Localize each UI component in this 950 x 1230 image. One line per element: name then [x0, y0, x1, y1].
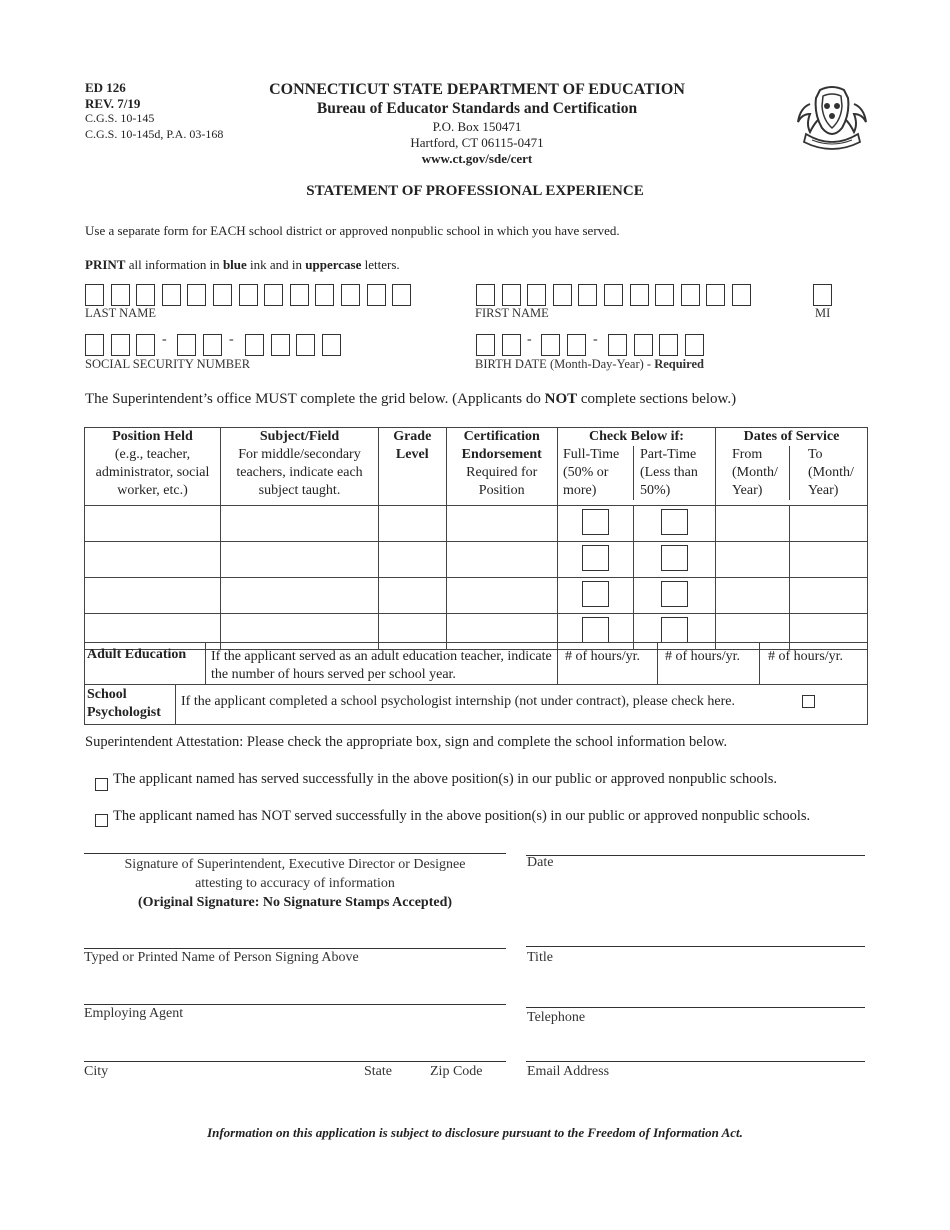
adult-hours-3[interactable]: # of hours/yr. — [768, 649, 844, 664]
department-name: CONNECTICUT STATE DEPARTMENT OF EDUCATION — [269, 81, 685, 98]
last-name-char-box[interactable] — [290, 284, 309, 306]
cert-cell[interactable] — [446, 542, 557, 578]
form-id-block — [85, 80, 223, 142]
grade-header — [379, 428, 447, 506]
grade-cell[interactable] — [379, 542, 447, 578]
adult-divider — [557, 643, 558, 684]
ssn-char-box[interactable] — [322, 334, 341, 356]
website: www.ct.gov/sde/cert — [421, 151, 533, 166]
ssn-char-box[interactable] — [177, 334, 196, 356]
ssn-char-box[interactable] — [111, 334, 130, 356]
typed-name-label: Typed or Printed Name of Person Signing Above — [84, 950, 359, 965]
first-name-char-box[interactable] — [655, 284, 674, 306]
po-box: P.O. Box 150471 — [432, 119, 522, 134]
signature-line — [84, 853, 506, 854]
last-name-char-box[interactable] — [367, 284, 386, 306]
first-name-char-box[interactable] — [527, 284, 546, 306]
form-title: STATEMENT OF PROFESSIONAL EXPERIENCE — [306, 183, 644, 199]
note-pre: The Superintendent’s office MUST complete the grid below. (Applicants do — [85, 391, 545, 407]
adult-divider — [657, 643, 658, 684]
birth-date-char-box[interactable] — [659, 334, 678, 356]
birth-date-label — [475, 357, 704, 372]
form-rev: REV. 7/19 — [85, 95, 141, 111]
dates-header — [715, 428, 867, 506]
full-time-cell — [557, 506, 633, 542]
subject-cell[interactable] — [221, 578, 379, 614]
bureau-name: Bureau of Educator Standards and Certification — [316, 100, 638, 117]
attestation-intro: Superintendent Attestation: Please check the appropriate box, sign and complete the school information below. — [85, 734, 728, 750]
attest-yes-text: The applicant named has served successfully in the above position(s) in our public or approved nonpublic schools. — [113, 771, 778, 787]
date-line — [526, 855, 865, 856]
employing-agent-line — [84, 1004, 506, 1005]
school-psychologist-row — [84, 684, 868, 725]
form-id: ED 126 — [85, 80, 126, 95]
full-time-cell — [557, 578, 633, 614]
full-time-header: Full-Time (50% or more) — [558, 446, 634, 500]
part-time-checkbox[interactable] — [661, 581, 688, 607]
position-cell[interactable] — [85, 506, 221, 542]
first-name-char-box[interactable] — [502, 284, 521, 306]
full-time-checkbox[interactable] — [582, 617, 609, 643]
birth-date-char-box[interactable] — [608, 334, 627, 356]
signature-label-1: Signature of Superintendent, Executive Director or Designee — [124, 857, 466, 872]
mi-label: MI — [815, 306, 831, 320]
print-uppercase: uppercase — [305, 257, 362, 272]
attest-no-text: The applicant named has NOT served successfully in the above position(s) in our public or approved nonpublic schools. — [113, 808, 811, 824]
position-cell[interactable] — [85, 578, 221, 614]
last-name-char-box[interactable] — [315, 284, 334, 306]
last-name-char-box[interactable] — [264, 284, 283, 306]
signature-label — [84, 855, 506, 912]
zip-label: Zip Code — [430, 1064, 483, 1079]
school-psychologist-label: School Psychologist — [87, 687, 161, 720]
part-time-cell — [634, 542, 716, 578]
last-name-char-box[interactable] — [85, 284, 104, 306]
birth-date-char-box[interactable] — [541, 334, 560, 356]
part-time-header: Part-Time (Less than 50%) — [639, 447, 698, 498]
birth-date-char-box[interactable] — [685, 334, 704, 356]
employing-agent-label: Employing Agent — [84, 1006, 184, 1021]
mi-box[interactable] — [813, 284, 832, 306]
first-name-label: FIRST NAME — [475, 306, 549, 320]
first-name-char-box[interactable] — [553, 284, 572, 306]
grade-cell[interactable] — [379, 578, 447, 614]
first-name-char-box[interactable] — [681, 284, 700, 306]
adult-hours-2[interactable]: # of hours/yr. — [665, 649, 741, 664]
superintendent-note — [85, 391, 736, 408]
first-name-char-box[interactable] — [630, 284, 649, 306]
experience-grid — [84, 427, 868, 650]
check-title: Check Below if: — [589, 429, 684, 444]
last-name-char-box[interactable] — [162, 284, 181, 306]
state-seal-icon — [792, 84, 872, 156]
to-header: To (Month/ Year) — [807, 447, 854, 498]
telephone-line — [526, 1007, 865, 1008]
first-name-char-box[interactable] — [706, 284, 725, 306]
grade-title: Grade Level — [393, 429, 432, 462]
ssn-char-box[interactable] — [85, 334, 104, 356]
signature-label-3: (Original Signature: No Signature Stamps Accepted) — [137, 895, 453, 910]
adult-education-text: If the applicant served as an adult education teacher, indicate the number of hours served per school year. — [211, 649, 552, 682]
to-cell[interactable] — [790, 542, 868, 578]
ssn-char-box[interactable] — [136, 334, 155, 356]
grid-row — [85, 542, 868, 578]
from-cell[interactable] — [715, 578, 789, 614]
position-title: Position Held — [112, 429, 193, 444]
last-name-char-box[interactable] — [187, 284, 206, 306]
check-header — [557, 428, 715, 506]
title-label: Title — [527, 950, 553, 965]
cert-cell[interactable] — [446, 578, 557, 614]
subject-header — [221, 428, 379, 506]
full-time-checkbox[interactable] — [582, 545, 609, 571]
last-name-char-box[interactable] — [392, 284, 411, 306]
full-time-checkbox[interactable] — [582, 509, 609, 535]
date-label: Date — [527, 855, 554, 870]
ssn-char-box[interactable] — [296, 334, 315, 356]
agency-header — [230, 80, 724, 167]
attest-no-checkbox[interactable] — [95, 814, 108, 827]
statute-1: C.G.S. 10-145 — [85, 111, 155, 125]
print-word: PRINT — [85, 257, 126, 272]
print-text-c: letters. — [361, 257, 400, 272]
position-header — [85, 428, 221, 506]
adult-divider — [205, 643, 206, 684]
last-name-char-box[interactable] — [239, 284, 258, 306]
last-name-char-box[interactable] — [213, 284, 232, 306]
separate-form-instruction: Use a separate form for EACH school district or approved nonpublic school in which you have served. — [85, 223, 620, 238]
statute-2: C.G.S. 10-145d, P.A. 03-168 — [85, 126, 224, 141]
email-label: Email Address — [527, 1064, 610, 1079]
first-name-char-box[interactable] — [476, 284, 495, 306]
note-not: NOT — [544, 391, 578, 407]
from-cell[interactable] — [715, 506, 789, 542]
grid-row — [85, 506, 868, 542]
cert-header — [446, 428, 557, 506]
cert-cell[interactable] — [446, 506, 557, 542]
cert-sub: Required for Position — [466, 465, 538, 498]
birth-date-char-box[interactable] — [476, 334, 495, 356]
psych-divider — [175, 685, 176, 724]
birth-date-text: BIRTH DATE (Month-Day-Year) - — [475, 357, 655, 371]
attest-yes-checkbox[interactable] — [95, 778, 108, 791]
note-post: complete sections below.) — [577, 391, 737, 407]
city-label: City — [84, 1064, 109, 1079]
adult-education-label: Adult Education — [87, 647, 187, 662]
grid-row — [85, 578, 868, 614]
subject-title: Subject/Field — [259, 429, 340, 444]
separator-dash: - — [527, 332, 532, 347]
signature-label-2: attesting to accuracy of information — [195, 876, 395, 891]
first-name-char-box[interactable] — [732, 284, 751, 306]
part-time-checkbox[interactable] — [661, 617, 688, 643]
telephone-label: Telephone — [527, 1010, 586, 1025]
full-time-cell — [557, 542, 633, 578]
full-time-checkbox[interactable] — [582, 581, 609, 607]
last-name-char-box[interactable] — [136, 284, 155, 306]
birth-date-char-box[interactable] — [567, 334, 586, 356]
ssn-char-box[interactable] — [245, 334, 264, 356]
print-text-b: ink and in — [246, 257, 306, 272]
dates-title: Dates of Service — [743, 429, 840, 444]
separator-dash: - — [229, 332, 234, 347]
print-blue: blue — [222, 257, 247, 272]
ssn-char-box[interactable] — [203, 334, 222, 356]
part-time-checkbox[interactable] — [661, 545, 688, 571]
state-label: State — [364, 1064, 392, 1079]
separator-dash: - — [162, 332, 167, 347]
part-time-cell — [634, 578, 716, 614]
typed-name-line — [84, 948, 506, 949]
adult-education-row — [84, 642, 868, 685]
city-line — [84, 1061, 506, 1062]
birth-date-char-box[interactable] — [634, 334, 653, 356]
print-text-a: all information in — [125, 257, 223, 272]
ssn-char-box[interactable] — [271, 334, 290, 356]
to-cell[interactable] — [790, 578, 868, 614]
last-name-char-box[interactable] — [341, 284, 360, 306]
cert-title: Certification Endorsement — [461, 429, 542, 462]
ssn-label: SOCIAL SECURITY NUMBER — [85, 357, 251, 371]
subject-cell[interactable] — [221, 542, 379, 578]
email-line — [526, 1061, 865, 1062]
birth-date-char-box[interactable] — [502, 334, 521, 356]
first-name-char-box[interactable] — [604, 284, 623, 306]
last-name-label: LAST NAME — [85, 306, 156, 320]
part-time-cell — [634, 506, 716, 542]
title-line — [526, 946, 865, 947]
position-cell[interactable] — [85, 542, 221, 578]
grade-cell[interactable] — [379, 506, 447, 542]
separator-dash: - — [593, 332, 598, 347]
adult-divider — [759, 643, 760, 684]
position-sub: (e.g., teacher, administrator, social worker, etc.) — [95, 447, 210, 498]
last-name-char-box[interactable] — [111, 284, 130, 306]
from-header: From (Month/ Year) — [716, 446, 790, 500]
first-name-char-box[interactable] — [578, 284, 597, 306]
from-cell[interactable] — [715, 542, 789, 578]
birth-date-required: Required — [654, 357, 704, 371]
city-address: Hartford, CT 06115-0471 — [410, 135, 544, 150]
subject-cell[interactable] — [221, 506, 379, 542]
foia-notice: Information on this application is subject to disclosure pursuant to the Freedom of Information Act. — [207, 1125, 743, 1140]
to-cell[interactable] — [790, 506, 868, 542]
adult-hours-1[interactable]: # of hours/yr. — [565, 649, 641, 664]
print-instruction — [85, 257, 400, 273]
school-psychologist-text: If the applicant completed a school psychologist internship (not under contract), please check here. — [181, 694, 735, 709]
psych-internship-checkbox[interactable] — [802, 695, 815, 708]
part-time-checkbox[interactable] — [661, 509, 688, 535]
subject-sub: For middle/secondary teachers, indicate each subject taught. — [236, 447, 363, 498]
